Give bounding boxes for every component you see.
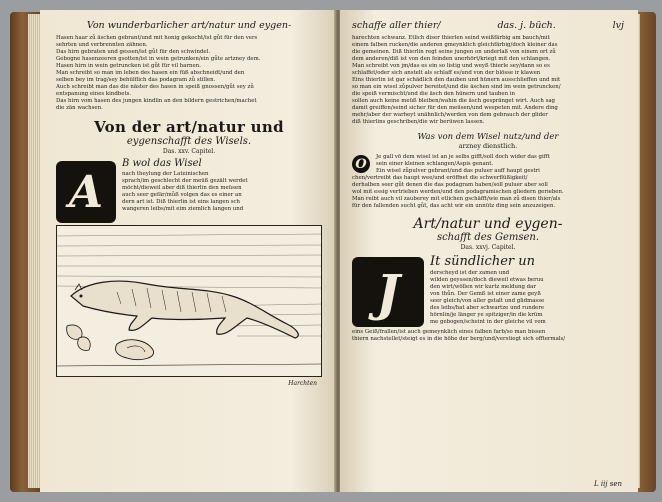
text-line: Eins thierlin ist gar schädlich den dauben und hünern ausschlieffen und mit — [352, 77, 561, 83]
text-line: nach theylung der Lateinischen — [122, 171, 209, 177]
text-line: wangeren leibs/mit eim ziemlich langen und — [122, 206, 244, 212]
page-number: lvj — [612, 20, 624, 31]
text-line: Das hirn gebraten und gessen/ist gůt für den schwindel. — [56, 49, 211, 55]
open-book — [4, 4, 658, 498]
running-header-right — [352, 20, 624, 31]
text-line: sprach/im geschlecht der meüß gezält werdet — [122, 178, 248, 184]
chapter-title-line1: Art/natur und eygen- — [413, 216, 563, 232]
text-line: eins Geiß/frallen/ist auch gemeynklich eines falben farb/so man bissen — [352, 329, 546, 335]
text-line: Das hirn vom hasen des jungen kindlin an den bildern gestrichen/machet — [56, 98, 257, 104]
woodcut-caption: Harchten — [288, 380, 317, 387]
text-line: derscheyd ist der zamen und — [430, 270, 510, 276]
text-line: dern art ist. Diß thierlin ist eins langen sch — [122, 199, 241, 205]
lead-text: B wol das Wisel — [122, 158, 202, 169]
text-line: Hasen haar zů äschen gebrant/und mit honig gekocht/ist gůt für den vers — [56, 35, 258, 41]
header-center-text: das. j. büch. — [497, 20, 556, 31]
text-line: seer gleich/von aller gstalt und glidmasse — [430, 298, 545, 304]
text-line: die gemeinen. Diß thierlin regt seine jungen on underlaß von einem ort zů — [352, 49, 556, 55]
text-line: Ein wisel zůpulver gebrant/und das puluer auff haupt gestri — [376, 168, 540, 174]
weasel-woodcut — [56, 225, 322, 387]
text-line: Gebogne hasenzeeren gsotten/ist in wein getrunken/ein gůte artzney dem. — [56, 56, 261, 62]
text-line: für den fallenden sucht gůt, das acht wir ein unnütz ding sein anzuzeigen. — [352, 203, 556, 209]
text-line: die zän wachsen. — [56, 105, 103, 111]
chapter-title-line2: eygenschafft des Wisels. — [126, 136, 252, 147]
intro-text — [56, 35, 322, 112]
running-header-left: Von wunderbarlicher art/natur und eygen- — [86, 20, 292, 31]
text-line: des leibs/hat aber schwartze und rundere — [430, 305, 545, 311]
decorated-initial: A — [56, 161, 116, 223]
left-page — [40, 10, 336, 492]
section-title: Was von dem Wisel nutz/und der — [417, 132, 559, 142]
text-line: die speiß vermischt/und die äsch den hünern und tauben in — [352, 91, 515, 97]
text-line: möcht/dieweil aber diß thierlin den meüsen — [122, 185, 242, 191]
text-line: Man schreibt so man im leben des hasen ein füß abschneidt/und den — [56, 70, 245, 76]
text-line: mehr/aber der warheyt unähnlich/werden von dem gebrauch der glider — [352, 112, 548, 118]
right-top-text — [352, 35, 624, 126]
lead-text: It sündlicher un — [430, 254, 535, 269]
decorated-initial: J — [352, 257, 424, 327]
text-line: einem falben rucken/die anderen gmeynklich gleichfärbig/doch kleiner das — [352, 42, 558, 48]
text-line: dem anderen/diß ist von den feinden unerhört/kriegt mit den schlangen. — [352, 56, 551, 62]
text-line: Je gall vō dem wisel ist an je selbs gifft/soll doch wider das gifft — [376, 154, 550, 160]
text-line: harechten schwanz. Etlich diser thierlen seind weißfärbig am bauch/mit — [352, 35, 550, 41]
text-line: Hasen hirn in wein getruncken ist gůt für vil harnen. — [56, 63, 201, 69]
text-line: sollen auch keine meüß bleiben/wahin die äsch gespränget wirt. Auch sag — [352, 98, 556, 104]
chapter-number: Das. xxv. Capitel. — [162, 148, 216, 155]
text-line: derhalben seer gůt denen die das podagram haben/soll puluer aber soll — [352, 182, 548, 188]
text-line: so man ein wisel zůpulver bereitet/und die äschen sind im wein getruncken/ — [352, 84, 561, 90]
text-line: diß thierlins geschriben/die wir berüwen lassen. — [352, 119, 485, 125]
text-line: selben bey im trag/sey behülflich das podagram zů stillen. — [56, 77, 216, 83]
small-initial: O — [352, 155, 370, 173]
text-line: damit greiffen/seind sicher für den meüsen/und wespeten mit. Andere ding — [352, 105, 558, 111]
text-line: wol mit essig vertrieben werden/und den podagramischen gliedern gerieben. — [352, 189, 564, 195]
text-line: entspanung eines kindbets. — [56, 91, 132, 97]
right-page — [340, 10, 638, 492]
text-line: Auch schreibt man das die näster des hasen in speiß gnossen/gůt sey zů — [56, 84, 254, 90]
text-line: sehrten und verbrennten zähnen. — [56, 42, 148, 48]
header-left-text: schaffe aller thier/ — [352, 20, 441, 31]
text-line: thiern nachstellet/steigt es in die höhe der berg/und/verstiegt sich offtermals/ — [352, 336, 566, 342]
weasel-illustration — [57, 226, 321, 376]
text-line: me gebogen/scheint in der gleiche vil vom — [430, 319, 546, 325]
text-line: sein einer kleinen schlangen/Aspis genant. — [376, 161, 494, 167]
chapter-number: Das. xxvj. Capitel. — [460, 244, 516, 251]
text-line: chen/vertreibt das haupt wee/und eröffnet die schwerflüßigkeit/ — [352, 175, 528, 181]
chapter-title-line2: schafft des Gemsen. — [436, 232, 540, 243]
text-line: Man reibt auch vil zauberey mit etlichen gschäfft/wie man zů disen thier/als — [352, 196, 561, 202]
remedy-text — [352, 154, 624, 210]
text-line: Man schreibt von jm/das es ein so listig und weyß thierle sey/dann so es — [352, 63, 550, 69]
text-line: schlaffet/oder sich anstelt als schlaff es/und von der blösse ir klawen — [352, 70, 541, 76]
text-line: wilden geyssen/doch dieweil etwas beruu — [430, 277, 544, 283]
section-subtitle: arzney dienstlich. — [458, 142, 518, 150]
text-line: von thůn. Der Gemß ist einer zame geyß — [430, 291, 541, 297]
chapter-title-line1: Von der art/natur und — [94, 118, 284, 136]
text-line: auch seer gefär/můß volgen das es einer an — [122, 192, 242, 198]
catchword: L iij sen — [594, 480, 622, 488]
text-line: hörnlin/je länger ye spitziger/in die krüm — [430, 312, 543, 318]
text-line: den wirt/wöllen wir kurtz meldung dar — [430, 284, 536, 290]
